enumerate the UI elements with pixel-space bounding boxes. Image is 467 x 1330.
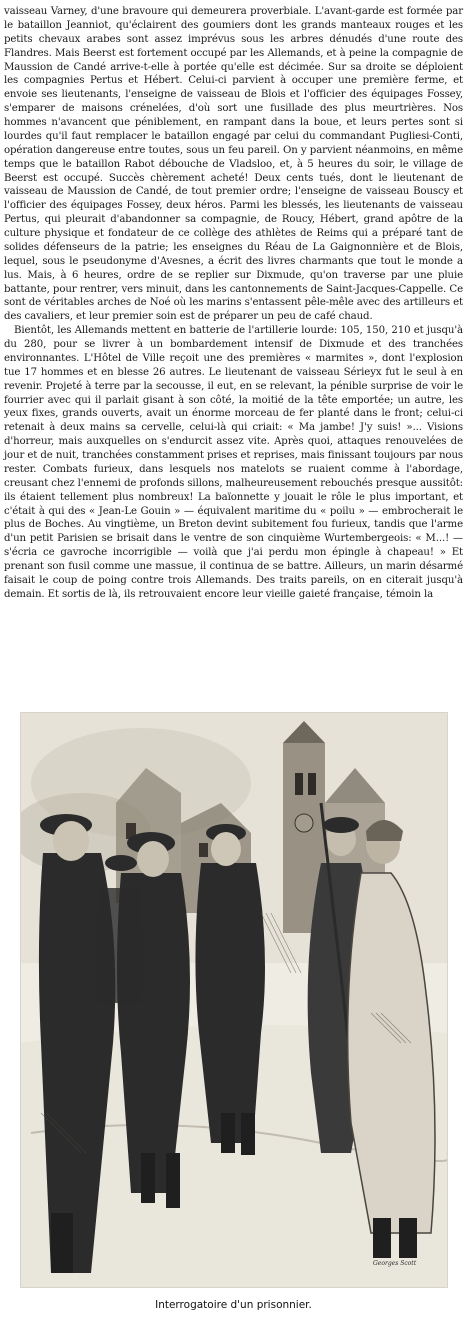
artist-signature: Georges Scott bbox=[373, 1260, 417, 1267]
prisoner-interrogation-illustration bbox=[20, 712, 448, 1288]
article-paragraph-1: vaisseau Varney, d'une bravoure qui demeurera proverbiale. L'avant-garde est formée par le bataillon Jeanniot, qu'éclairent des goumiers dont les grands manteaux rouges et les petits chevaux arabes sont assez imprévus sous les arbres dénudés d'une route des Flandres. Mais Beerst est fortement occupé par les Allemands, et à peine la compagnie de Maussion de Candé arrive-t-elle à portée qu'elle est décimée. Sur sa droite se déploient les compagnies Pertus et Hébert. Celui-ci parvient à occuper une première ferme, et envoie ses lieutenants, l'enseigne de vaisseau de Blois et l'officier des équipages Fossey, s'emparer de maisons crénelées, d'où sort une fusillade des plus meurtrières. Nos hommes n'avancent que péniblement, en rampant dans la boue, et leurs pertes sont si lourdes qu'il faut remplacer le bataillon engagé par celui du commandant Pugliesi-Conti, opération dangereuse entre toutes, sous un feu pareil. On y parvient néanmoins, en même temps que le bataillon Rabot débouche de Vladsloo, et, à 5 heures du soir, le village de Beerst est occupé. Succès chèrement acheté! Deux cents tués, dont le lieutenant de vaisseau de Maussion de Candé, de tout premier ordre; l'enseigne de vaisseau Bouscy et l'officier des équipages Fossey, deux héros. Parmi les blessés, les lieutenants de vaisseau Pertus, qui pleurait d'abandonner sa compagnie, de Roucy, Hébert, grand apôtre de la culture physique et fondateur de ce collège des athlètes de Reims qui a préparé tant de solides défenseurs de la patrie; les enseignes du Réau de La Gaignonnière et de Blois, lequel, sous le pseudonyme d'Avesnes, a écrit des livres charmants que tout le monde a lus. Mais, à 6 heures, ordre de se replier sur Dixmude, qu'on traverse par une pluie battante, pour rentrer, vers minuit, dans les cantonnements de Saint-Jacques-Cappelle. Ce sont de véritables arches de Noé où les marins s'entassent pêle-mêle avec des artilleurs et des cavaliers, et leur premier soin est de préparer un peu de café chaud. bbox=[4, 6, 463, 323]
illustration-sketch bbox=[21, 713, 447, 1287]
figure-caption: Interrogatoire d'un prisonnier. bbox=[155, 1299, 312, 1311]
article-text bbox=[4, 5, 463, 602]
article-paragraph-2: Bientôt, les Allemands mettent en batterie de l'artillerie lourde: 105, 150, 210 et jusqu'à du 280, pour se livrer à un bombardement intensif de Dixmude et des tranchées environnantes. L'Hôtel de Ville reçoit une des premières « marmites », dont l'explosion tue 17 hommes et en blesse 26 autres. Le lieutenant de vaisseau Sérieyx fut le seul à en revenir. Projeté à terre par la secousse, il eut, en se relevant, la pénible surprise de voir le fourrier avec qui il parlait gisant à son côté, la moitié de la tête emportée; un autre, les yeux fixes, grands ouverts, avait un énorme morceau de fer planté dans le front; celui-ci retenait à deux mains sa cervelle, celui-là qui criait: « Ma jambe! J'y suis! »... Visions d'horreur, mais auxquelles on s'endurcit assez vite. Après quoi, attaques renouvelées de jour et de nuit, tranchées constamment prises et reprises, mais finissant toujours par nous rester. Combats furieux, dans lesquels nos matelots se ruaient comme à l'abordage, creusant chez l'ennemi de profonds sillons, malheureusement rebouchés presque aussitôt: ils étaient tellement plus nombreux! La baïonnette y jouait le rôle le plus important, et c'était à qui des « Jean-Le Gouin » — équivalent maritime du « poilu » — embrocherait le plus de Boches. Au vingtième, un Breton devint subitement fou furieux, tandis que l'arme d'un petit Parisien se brisait dans le ventre de son cinquième Wurtembergeois: « M...! — s'écria ce gavroche incorrigible — voilà que j'ai perdu mon épingle à chapeau! » Et prenant son fusil comme une massue, il continua de se battre. Ailleurs, un marin désarmé faisait le coup de poing contre trois Allemands. Des traits pareils, on en citerait jusqu'à demain. Et sortis de là, ils retrouvaient encore leur vieille gaieté française, témoin la bbox=[4, 325, 463, 600]
